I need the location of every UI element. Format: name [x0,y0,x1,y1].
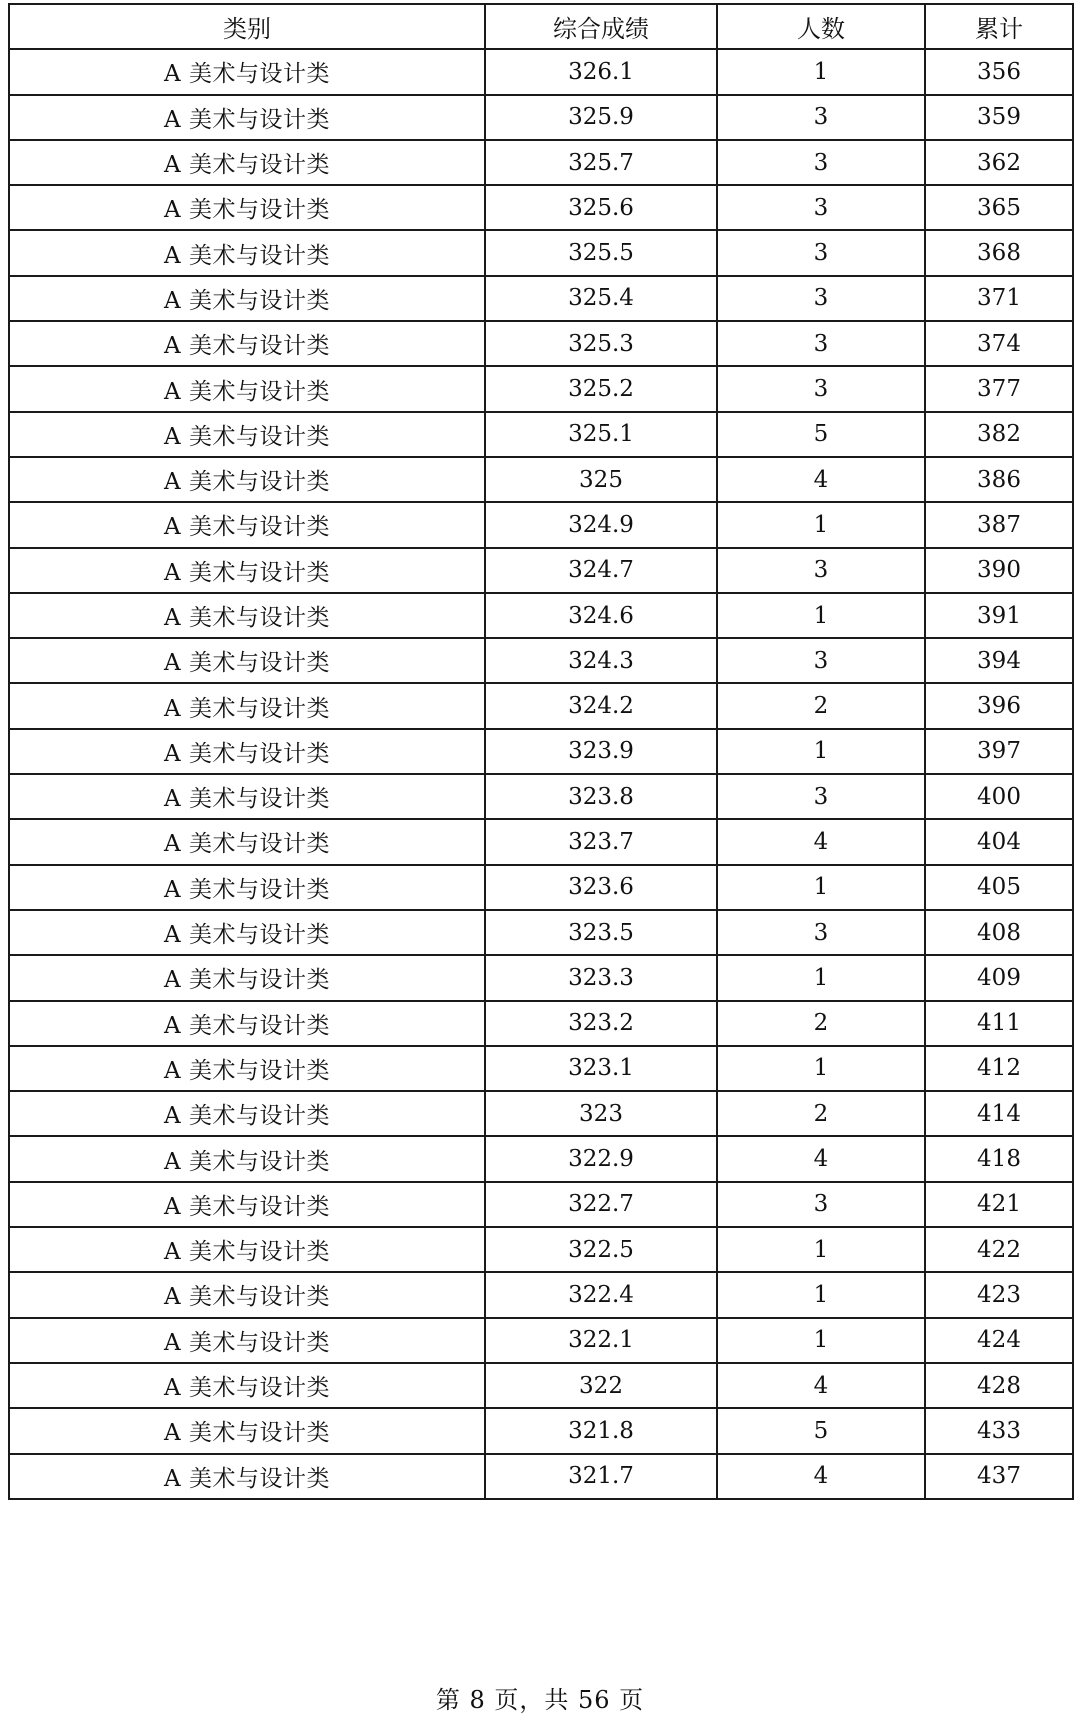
cell-count: 2 [717,683,925,728]
cell-count: 2 [717,1091,925,1136]
cell-cumulative: 405 [925,865,1073,910]
table-row [9,774,1073,819]
cell-count: 3 [717,230,925,275]
cell-category: A 美术与设计类 [9,1408,485,1453]
table-row [9,548,1073,593]
cell-count: 1 [717,1272,925,1317]
cell-cumulative: 387 [925,502,1073,547]
cell-cumulative: 423 [925,1272,1073,1317]
cell-composite-score: 325.3 [485,321,717,366]
cell-category: A 美术与设计类 [9,1227,485,1272]
cell-cumulative: 371 [925,276,1073,321]
cell-composite-score: 325.2 [485,366,717,411]
cell-count: 3 [717,774,925,819]
cell-count: 3 [717,638,925,683]
table-row [9,1001,1073,1046]
table-header-row [9,4,1073,49]
cell-count: 3 [717,276,925,321]
cell-cumulative: 377 [925,366,1073,411]
cell-count: 3 [717,185,925,230]
cell-cumulative: 412 [925,1046,1073,1091]
cell-category: A 美术与设计类 [9,49,485,94]
cell-category: A 美术与设计类 [9,1363,485,1408]
cell-composite-score: 325.5 [485,230,717,275]
cell-cumulative: 391 [925,593,1073,638]
table-row [9,366,1073,411]
cell-category: A 美术与设计类 [9,638,485,683]
cell-composite-score: 325.9 [485,95,717,140]
cell-category: A 美术与设计类 [9,1091,485,1136]
cell-composite-score: 325.4 [485,276,717,321]
table-row [9,321,1073,366]
cell-composite-score: 322 [485,1363,717,1408]
table-row [9,683,1073,728]
cell-composite-score: 321.8 [485,1408,717,1453]
header-count: 人数 [717,4,925,49]
cell-category: A 美术与设计类 [9,1182,485,1227]
cell-count: 3 [717,1182,925,1227]
table-row [9,593,1073,638]
cell-composite-score: 324.6 [485,593,717,638]
cell-composite-score: 322.9 [485,1136,717,1181]
cell-cumulative: 397 [925,729,1073,774]
cell-composite-score: 324.7 [485,548,717,593]
cell-count: 3 [717,910,925,955]
cell-count: 4 [717,457,925,502]
cell-cumulative: 356 [925,49,1073,94]
page-number-footer: 第 8 页，共 56 页 [435,1686,645,1714]
cell-composite-score: 323.5 [485,910,717,955]
cell-cumulative: 386 [925,457,1073,502]
cell-cumulative: 359 [925,95,1073,140]
cell-count: 4 [717,1136,925,1181]
table-row [9,95,1073,140]
cell-cumulative: 424 [925,1318,1073,1363]
table-row [9,865,1073,910]
cell-category: A 美术与设计类 [9,683,485,728]
cell-count: 3 [717,321,925,366]
table-row [9,1227,1073,1272]
cell-composite-score: 323.9 [485,729,717,774]
score-table-container [8,3,1072,1500]
cell-count: 1 [717,865,925,910]
cell-composite-score: 325.6 [485,185,717,230]
cell-composite-score: 323.3 [485,955,717,1000]
table-row [9,1272,1073,1317]
cell-count: 1 [717,1318,925,1363]
table-row [9,1408,1073,1453]
cell-cumulative: 362 [925,140,1073,185]
cell-cumulative: 390 [925,548,1073,593]
cell-cumulative: 374 [925,321,1073,366]
cell-category: A 美术与设计类 [9,910,485,955]
cell-count: 3 [717,140,925,185]
cell-composite-score: 324.9 [485,502,717,547]
cell-count: 3 [717,548,925,593]
header-composite-score: 综合成绩 [485,4,717,49]
cell-category: A 美术与设计类 [9,230,485,275]
cell-cumulative: 428 [925,1363,1073,1408]
cell-cumulative: 422 [925,1227,1073,1272]
cell-cumulative: 396 [925,683,1073,728]
cell-category: A 美术与设计类 [9,593,485,638]
cell-category: A 美术与设计类 [9,276,485,321]
cell-category: A 美术与设计类 [9,819,485,864]
cell-category: A 美术与设计类 [9,865,485,910]
cell-composite-score: 322.1 [485,1318,717,1363]
cell-category: A 美术与设计类 [9,1136,485,1181]
cell-cumulative: 394 [925,638,1073,683]
cell-count: 4 [717,1454,925,1499]
cell-category: A 美术与设计类 [9,729,485,774]
cell-category: A 美术与设计类 [9,321,485,366]
table-row [9,1454,1073,1499]
cell-composite-score: 323.7 [485,819,717,864]
cell-category: A 美术与设计类 [9,95,485,140]
header-category: 类别 [9,4,485,49]
cell-count: 5 [717,412,925,457]
cell-cumulative: 433 [925,1408,1073,1453]
cell-composite-score: 323.1 [485,1046,717,1091]
table-row [9,276,1073,321]
cell-count: 2 [717,1001,925,1046]
table-row [9,955,1073,1000]
cell-category: A 美术与设计类 [9,548,485,593]
cell-composite-score: 323 [485,1091,717,1136]
cell-composite-score: 324.3 [485,638,717,683]
cell-cumulative: 421 [925,1182,1073,1227]
table-row [9,1136,1073,1181]
table-row [9,140,1073,185]
table-row [9,49,1073,94]
cell-category: A 美术与设计类 [9,1046,485,1091]
table-row [9,1182,1073,1227]
cell-count: 1 [717,1046,925,1091]
table-row [9,819,1073,864]
cell-cumulative: 411 [925,1001,1073,1046]
cell-count: 4 [717,1363,925,1408]
cell-cumulative: 365 [925,185,1073,230]
cell-cumulative: 408 [925,910,1073,955]
cell-count: 1 [717,729,925,774]
cell-category: A 美术与设计类 [9,185,485,230]
cell-count: 1 [717,49,925,94]
header-cumulative: 累计 [925,4,1073,49]
table-row [9,457,1073,502]
cell-count: 3 [717,95,925,140]
cell-cumulative: 437 [925,1454,1073,1499]
cell-count: 1 [717,1227,925,1272]
cell-cumulative: 368 [925,230,1073,275]
cell-cumulative: 414 [925,1091,1073,1136]
cell-composite-score: 324.2 [485,683,717,728]
cell-category: A 美术与设计类 [9,502,485,547]
table-row [9,1318,1073,1363]
table-row [9,638,1073,683]
cell-cumulative: 382 [925,412,1073,457]
table-row [9,729,1073,774]
cell-count: 1 [717,955,925,1000]
score-distribution-table [8,3,1074,1500]
cell-cumulative: 409 [925,955,1073,1000]
table-row [9,1046,1073,1091]
cell-count: 1 [717,502,925,547]
table-row [9,230,1073,275]
cell-category: A 美术与设计类 [9,955,485,1000]
cell-composite-score: 326.1 [485,49,717,94]
cell-composite-score: 323.6 [485,865,717,910]
cell-category: A 美术与设计类 [9,140,485,185]
cell-composite-score: 325.7 [485,140,717,185]
cell-category: A 美术与设计类 [9,366,485,411]
cell-composite-score: 323.2 [485,1001,717,1046]
cell-count: 5 [717,1408,925,1453]
cell-category: A 美术与设计类 [9,774,485,819]
cell-composite-score: 323.8 [485,774,717,819]
cell-composite-score: 321.7 [485,1454,717,1499]
cell-category: A 美术与设计类 [9,412,485,457]
cell-category: A 美术与设计类 [9,457,485,502]
cell-composite-score: 322.7 [485,1182,717,1227]
table-row [9,502,1073,547]
cell-cumulative: 400 [925,774,1073,819]
cell-composite-score: 322.4 [485,1272,717,1317]
cell-count: 3 [717,366,925,411]
cell-category: A 美术与设计类 [9,1318,485,1363]
cell-cumulative: 418 [925,1136,1073,1181]
cell-composite-score: 322.5 [485,1227,717,1272]
cell-category: A 美术与设计类 [9,1001,485,1046]
table-row [9,185,1073,230]
cell-count: 4 [717,819,925,864]
table-body [9,49,1073,1499]
cell-category: A 美术与设计类 [9,1454,485,1499]
cell-count: 1 [717,593,925,638]
table-row [9,1363,1073,1408]
table-row [9,910,1073,955]
cell-composite-score: 325.1 [485,412,717,457]
cell-composite-score: 325 [485,457,717,502]
table-row [9,412,1073,457]
table-row [9,1091,1073,1136]
cell-cumulative: 404 [925,819,1073,864]
cell-category: A 美术与设计类 [9,1272,485,1317]
